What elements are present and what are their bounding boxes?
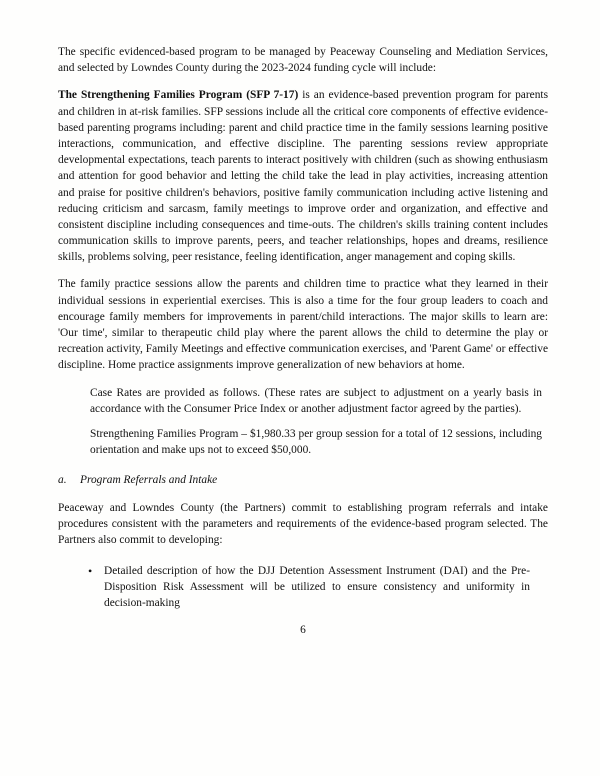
paragraph-sfp-rates: Strengthening Families Program – $1,980.33 per group session for a total of 12 sessions, including orientation and make ups not to exceed $50,000. xyxy=(90,427,542,457)
section-title: Program Referrals and Intake xyxy=(80,474,218,487)
section-label: a. xyxy=(58,474,67,487)
paragraph-family-practice: The family practice sessions allow the parents and children time to practice what they learned in their individual sessions in experiential exercises. This is also a time for the four group leaders to coach and encourage family members for improvements in parent/child interactions. The major skills to learn are: 'Our time', similar to therapeutic child play where the parent allows the child to determine the play or recreation activity, Family Meetings and effective communication exercises, and 'Parent Game' or effective discipline. Home practice assignments improve generalization of new behaviors at home. xyxy=(58,278,548,372)
list-item-text: Detailed description of how the DJJ Detention Assessment Instrument (DAI) and the Pre-Disposition Risk Assessment will be utilized to ensure consistency and uniformity in decision-making xyxy=(104,565,530,610)
paragraph-partners: Peaceway and Lowndes County (the Partners) commit to establishing program referrals and intake procedures consistent with the parameters and requirements of the evidence-based program selected. The Partners also commit to developing: xyxy=(58,501,548,546)
case-rates-block xyxy=(90,385,542,459)
section-heading-program-referrals xyxy=(58,472,548,488)
sfp-program-heading: The Strengthening Families Program xyxy=(58,89,243,102)
bullet-icon: • xyxy=(88,564,93,579)
paragraph-intro: The specific evidenced-based program to be managed by Peaceway Counseling and Mediation Services, and selected by Lowndes County during the 2023-2024 funding cycle will include: xyxy=(58,46,548,75)
bullet-list xyxy=(58,563,548,612)
sfp-program-body: is an evidence-based prevention program for parents and children in at-risk families. SFP sessions include all the critical core components of effective evidence-based parenting programs including: parent and child practice time in the family sessions learning positive interactions, communication, and effective discipline. The parenting sessions review appropriate developmental expectations, teach parents to interact positively with children (such as showing enthusiasm and attention for good behavior and letting the child take the lead in play activities, increasing attention and praise for positive children's behaviors, positive family communication including active listening and reducing criticism and sarcasm, family meetings to improve order and organization, and effective and consistent discipline including consequences and time-outs. The children's skills training content includes communication skills to improve parents, peers, and teacher relationships, hopes and dreams, resilience skills, problems solving, peer resistance, feeling identification, anger management and coping skills. xyxy=(58,89,549,264)
paragraph-case-rates: Case Rates are provided as follows. (These rates are subject to adjustment on a yearly basis in accordance with the Consumer Price Index or another adjustment factor agreed by the parties). xyxy=(90,386,542,415)
document-body xyxy=(58,44,548,638)
sfp-program-code: (SFP 7-17) xyxy=(246,89,299,102)
list-item xyxy=(88,563,530,612)
page-number: 6 xyxy=(300,623,306,636)
paragraph-sfp xyxy=(58,87,548,265)
